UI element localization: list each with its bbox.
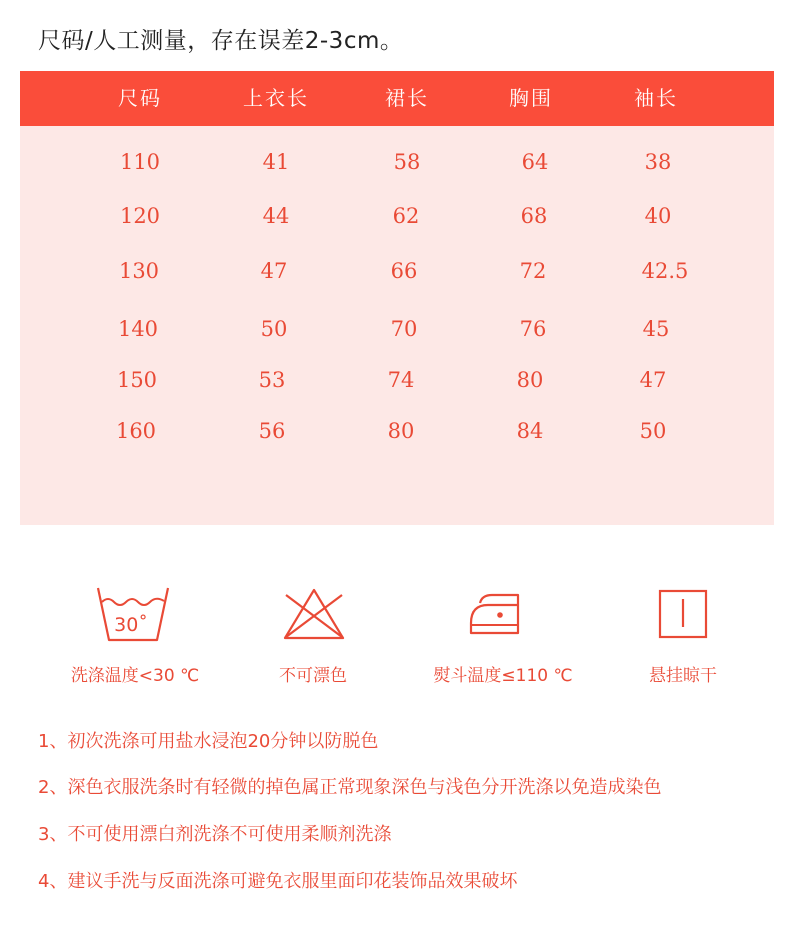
wash-temperature-text: 30˚ (114, 614, 148, 636)
table-cell: 160 (115, 419, 157, 443)
care-label-wash: 洗涤温度<30 ℃ (70, 666, 200, 686)
table-cell: 80 (516, 368, 544, 392)
table-cell: 38 (644, 150, 672, 174)
table-cell: 80 (387, 419, 415, 443)
table-cell: 45 (642, 317, 670, 341)
table-cell: 50 (260, 317, 288, 341)
iron-icon (460, 585, 536, 643)
care-rule-1: 1、初次洗涤可用盐水浸泡20分钟以防脱色 (38, 731, 379, 752)
table-cell: 120 (119, 204, 161, 228)
table-cell: 47 (639, 368, 667, 392)
table-cell: 62 (392, 204, 420, 228)
table-cell: 50 (639, 419, 667, 443)
size-table (20, 71, 774, 525)
table-cell: 58 (393, 150, 421, 174)
size-table-header (20, 71, 774, 126)
measurement-note: 尺码/人工测量，存在误差2-3cm。 (38, 28, 404, 54)
no-bleach-icon (276, 585, 352, 643)
header-skirt-length: 裙长 (385, 86, 429, 110)
table-cell: 140 (117, 317, 159, 341)
table-cell: 53 (258, 368, 286, 392)
table-cell: 110 (119, 150, 161, 174)
table-cell: 42.5 (641, 259, 689, 283)
care-label-hang-dry: 悬挂晾干 (649, 666, 717, 686)
table-cell: 47 (260, 259, 288, 283)
table-cell: 68 (520, 204, 548, 228)
table-cell: 72 (519, 259, 547, 283)
header-size: 尺码 (118, 86, 162, 110)
table-cell: 76 (519, 317, 547, 341)
wash-tub-icon (95, 585, 171, 643)
table-cell: 70 (390, 317, 418, 341)
care-label-iron: 熨斗温度≤110 ℃ (433, 666, 573, 686)
care-rule-4: 4、建议手洗与反面洗涤可避免衣服里面印花装饰品效果破坏 (38, 871, 518, 892)
header-top-length: 上衣长 (243, 86, 309, 110)
hang-dry-icon (645, 585, 721, 643)
table-cell: 40 (644, 204, 672, 228)
table-cell: 130 (118, 259, 160, 283)
table-cell: 150 (116, 368, 158, 392)
table-cell: 44 (262, 204, 290, 228)
header-sleeve-length: 袖长 (634, 86, 678, 110)
care-rule-2: 2、深色衣服洗条时有轻微的掉色属正常现象深色与浅色分开洗涤以免造成染色 (38, 777, 662, 798)
table-cell: 66 (390, 259, 418, 283)
care-rule-3: 3、不可使用漂白剂洗涤不可使用柔顺剂洗涤 (38, 824, 392, 845)
care-label-no-bleach: 不可漂色 (279, 666, 347, 686)
table-cell: 41 (262, 150, 290, 174)
table-cell: 64 (521, 150, 549, 174)
table-cell: 84 (516, 419, 544, 443)
table-cell: 56 (258, 419, 286, 443)
table-cell: 74 (387, 368, 415, 392)
header-chest: 胸围 (509, 86, 553, 110)
